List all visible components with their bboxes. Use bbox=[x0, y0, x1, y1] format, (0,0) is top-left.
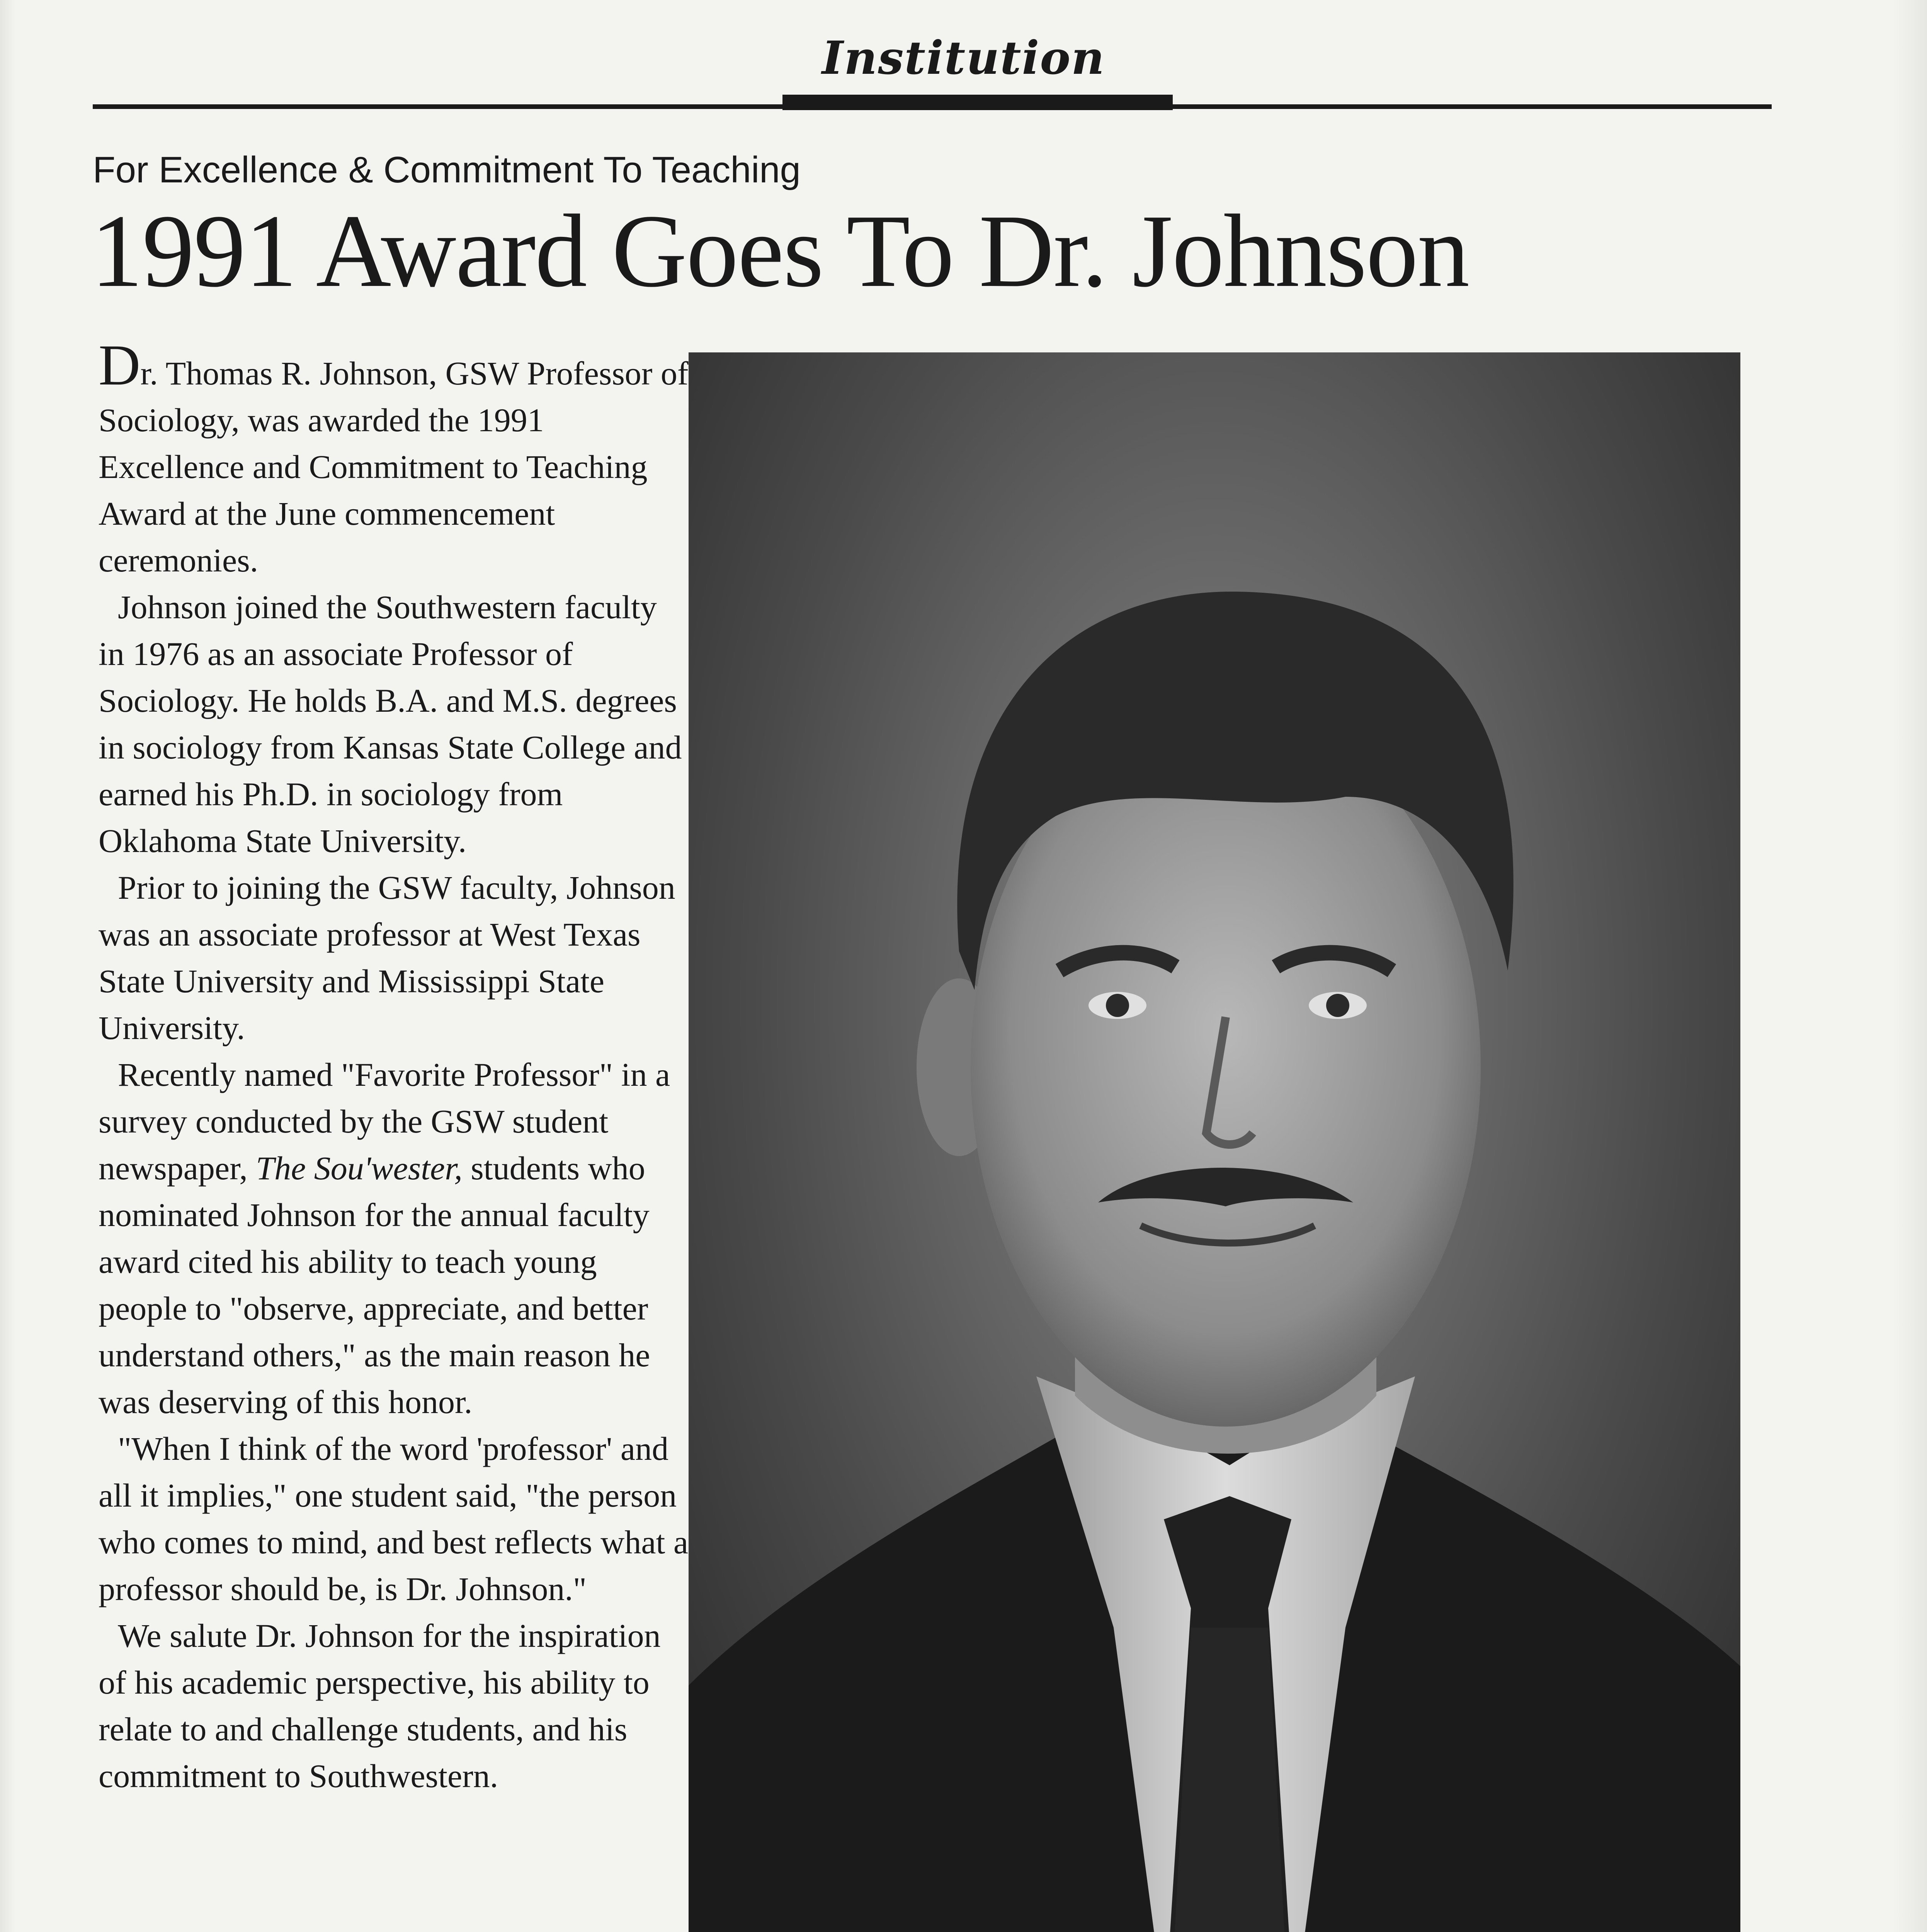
header-rule bbox=[93, 104, 1772, 109]
portrait-illustration bbox=[689, 352, 1740, 1932]
article-headline: 1991 Award Goes To Dr. Johnson bbox=[91, 193, 1469, 309]
article-body bbox=[99, 333, 690, 1799]
paragraph-6: We salute Dr. Johnson for the inspiration of his academic perspective, his ability to relate to and challenge students, and his commitment to Southwestern. bbox=[99, 1617, 661, 1794]
paragraph-5: "When I think of the word 'professor' and all it implies," one student said, "the person who comes to mind, and best reflects what a professor should be, is Dr. Johnson." bbox=[99, 1430, 689, 1607]
portrait-photo bbox=[689, 352, 1740, 1932]
paragraph-2: Johnson joined the Southwestern faculty in 1976 as an associate Professor of Sociology. He holds B.A. and M.S. degrees in sociology from Kansas State College and earned his Ph.D. in sociology from Oklahoma State University. bbox=[99, 588, 682, 859]
section-label: Institution bbox=[822, 31, 1105, 85]
newspaper-name: The Sou'wester, bbox=[256, 1150, 463, 1187]
paragraph-4: Recently named "Favorite Professor" in a survey conducted by the GSW student newspaper, The Sou'wester, students who nominated Johnson for the annual faculty award cited his ability to teach young people to "observe, appreciate, and better understand others," as the main reason he was deserving of this honor. bbox=[99, 1056, 670, 1420]
drop-cap: D bbox=[99, 333, 141, 397]
paragraph-3: Prior to joining the GSW faculty, Johnson was an associate professor at West Texas State University and Mississippi State University. bbox=[99, 869, 675, 1046]
article-kicker: For Excellence & Commitment To Teaching bbox=[93, 149, 801, 190]
paragraph-1: Dr. Thomas R. Johnson, GSW Professor of Sociology, was awarded the 1991 Excellence and Commitment to Teaching Award at the June commencement ceremonies. bbox=[99, 333, 689, 579]
